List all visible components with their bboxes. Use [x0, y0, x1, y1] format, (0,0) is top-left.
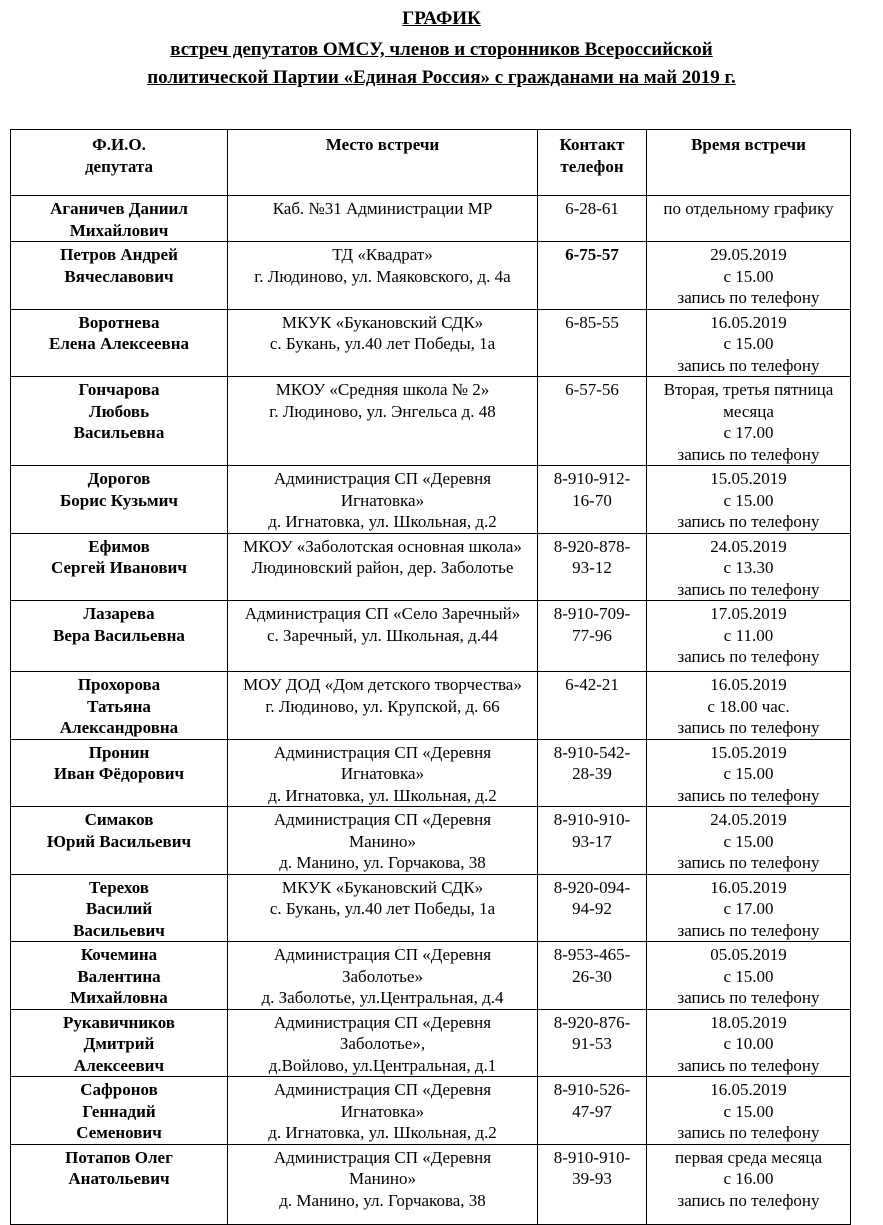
deputy-name-cell: Воротнева Елена Алексеевна [11, 309, 228, 377]
table-row [11, 466, 851, 534]
meeting-time-cell: 18.05.2019 с 10.00 запись по телефону [647, 1009, 851, 1077]
deputy-name-cell: Дорогов Борис Кузьмич [11, 466, 228, 534]
deputy-name-cell: Терехов Василий Васильевич [11, 874, 228, 942]
table-row [11, 196, 851, 242]
table-row [11, 672, 851, 740]
schedule-table [10, 129, 851, 1225]
deputy-name-cell: Кочемина Валентина Михайловна [11, 942, 228, 1010]
contact-phone-cell: 8-910-526- 47-97 [538, 1077, 647, 1145]
meeting-time-cell: 16.05.2019 с 18.00 час. запись по телефону [647, 672, 851, 740]
table-row [11, 309, 851, 377]
contact-phone-cell: 8-953-465- 26-30 [538, 942, 647, 1010]
meeting-place-cell: Администрация СП «Деревня Манино» д. Манино, ул. Горчакова, 38 [228, 1144, 538, 1224]
table-row [11, 874, 851, 942]
table-header-row [11, 130, 851, 196]
table-row [11, 242, 851, 310]
contact-phone-cell: 8-910-709- 77-96 [538, 601, 647, 672]
column-header-name: Ф.И.О. депутата [11, 130, 228, 196]
table-row [11, 1009, 851, 1077]
table-row [11, 1144, 851, 1224]
table-row [11, 942, 851, 1010]
meeting-place-cell: МКУК «Букановский СДК» с. Букань, ул.40 лет Победы, 1а [228, 874, 538, 942]
meeting-place-cell: Администрация СП «Село Заречный» с. Заречный, ул. Школьная, д.44 [228, 601, 538, 672]
contact-phone-cell: 6-57-56 [538, 377, 647, 466]
deputy-name-cell: Сафронов Геннадий Семенович [11, 1077, 228, 1145]
column-header-time: Время встречи [647, 130, 851, 196]
contact-phone-cell: 8-910-912- 16-70 [538, 466, 647, 534]
contact-phone-cell: 8-910-910- 39-93 [538, 1144, 647, 1224]
meeting-time-cell: 17.05.2019 с 11.00 запись по телефону [647, 601, 851, 672]
deputy-name-cell: Лазарева Вера Васильевна [11, 601, 228, 672]
contact-phone-cell: 8-920-094- 94-92 [538, 874, 647, 942]
meeting-place-cell: ТД «Квадрат» г. Людиново, ул. Маяковского, д. 4а [228, 242, 538, 310]
document-title: ГРАФИК [402, 8, 481, 29]
meeting-time-cell: 15.05.2019 с 15.00 запись по телефону [647, 466, 851, 534]
contact-phone-cell: 6-85-55 [538, 309, 647, 377]
meeting-time-cell: Вторая, третья пятница месяца с 17.00 запись по телефону [647, 377, 851, 466]
deputy-name-cell: Пронин Иван Фёдорович [11, 739, 228, 807]
deputy-name-cell: Потапов Олег Анатольевич [11, 1144, 228, 1224]
table-row [11, 533, 851, 601]
table-row [11, 739, 851, 807]
meeting-place-cell: Администрация СП «Деревня Игнатовка» д. Игнатовка, ул. Школьная, д.2 [228, 1077, 538, 1145]
meeting-time-cell: 15.05.2019 с 15.00 запись по телефону [647, 739, 851, 807]
meeting-place-cell: Администрация СП «Деревня Заболотье» д. Заболотье, ул.Центральная, д.4 [228, 942, 538, 1010]
meeting-place-cell: Администрация СП «Деревня Игнатовка» д. Игнатовка, ул. Школьная, д.2 [228, 466, 538, 534]
meeting-place-cell: МКУК «Букановский СДК» с. Букань, ул.40 лет Победы, 1а [228, 309, 538, 377]
meeting-place-cell: МКОУ «Заболотская основная школа» Людиновский район, дер. Заболотье [228, 533, 538, 601]
contact-phone-cell: 6-42-21 [538, 672, 647, 740]
meeting-time-cell: по отдельному графику [647, 196, 851, 242]
meeting-time-cell: первая среда месяца с 16.00 запись по телефону [647, 1144, 851, 1224]
deputy-name-cell: Петров Андрей Вячеславович [11, 242, 228, 310]
document-subtitle-line-2: политической Партии «Единая Россия» с гражданами на май 2019 г. [147, 67, 736, 88]
column-header-phone: Контакт телефон [538, 130, 647, 196]
contact-phone-cell: 6-28-61 [538, 196, 647, 242]
meeting-place-cell: Администрация СП «Деревня Заболотье», д.Войлово, ул.Центральная, д.1 [228, 1009, 538, 1077]
contact-phone-cell: 8-920-876- 91-53 [538, 1009, 647, 1077]
meeting-time-cell: 16.05.2019 с 15.00 запись по телефону [647, 309, 851, 377]
meeting-time-cell: 16.05.2019 с 17.00 запись по телефону [647, 874, 851, 942]
contact-phone-cell: 8-920-878- 93-12 [538, 533, 647, 601]
deputy-name-cell: Симаков Юрий Васильевич [11, 807, 228, 875]
meeting-place-cell: МКОУ «Средняя школа № 2» г. Людиново, ул. Энгельса д. 48 [228, 377, 538, 466]
table-row [11, 807, 851, 875]
contact-phone-cell: 8-910-910- 93-17 [538, 807, 647, 875]
deputy-name-cell: Ефимов Сергей Иванович [11, 533, 228, 601]
deputy-name-cell: Прохорова Татьяна Александровна [11, 672, 228, 740]
meeting-place-cell: Администрация СП «Деревня Манино» д. Манино, ул. Горчакова, 38 [228, 807, 538, 875]
meeting-time-cell: 29.05.2019 с 15.00 запись по телефону [647, 242, 851, 310]
document-subtitle-line-1: встреч депутатов ОМСУ, членов и сторонников Всероссийской [170, 39, 713, 60]
table-row [11, 1077, 851, 1145]
meeting-time-cell: 16.05.2019 с 15.00 запись по телефону [647, 1077, 851, 1145]
contact-phone-cell: 8-910-542- 28-39 [538, 739, 647, 807]
meeting-place-cell: МОУ ДОД «Дом детского творчества» г. Людиново, ул. Крупской, д. 66 [228, 672, 538, 740]
meeting-time-cell: 24.05.2019 с 15.00 запись по телефону [647, 807, 851, 875]
deputy-name-cell: Гончарова Любовь Васильевна [11, 377, 228, 466]
table-row [11, 377, 851, 466]
contact-phone-cell: 6-75-57 [538, 242, 647, 310]
meeting-place-cell: Администрация СП «Деревня Игнатовка» д. Игнатовка, ул. Школьная, д.2 [228, 739, 538, 807]
deputy-name-cell: Рукавичников Дмитрий Алексеевич [11, 1009, 228, 1077]
deputy-name-cell: Аганичев Даниил Михайлович [11, 196, 228, 242]
column-header-place: Место встречи [228, 130, 538, 196]
meeting-time-cell: 05.05.2019 с 15.00 запись по телефону [647, 942, 851, 1010]
meeting-time-cell: 24.05.2019 с 13.30 запись по телефону [647, 533, 851, 601]
meeting-place-cell: Каб. №31 Администрации МР [228, 196, 538, 242]
table-row [11, 601, 851, 672]
